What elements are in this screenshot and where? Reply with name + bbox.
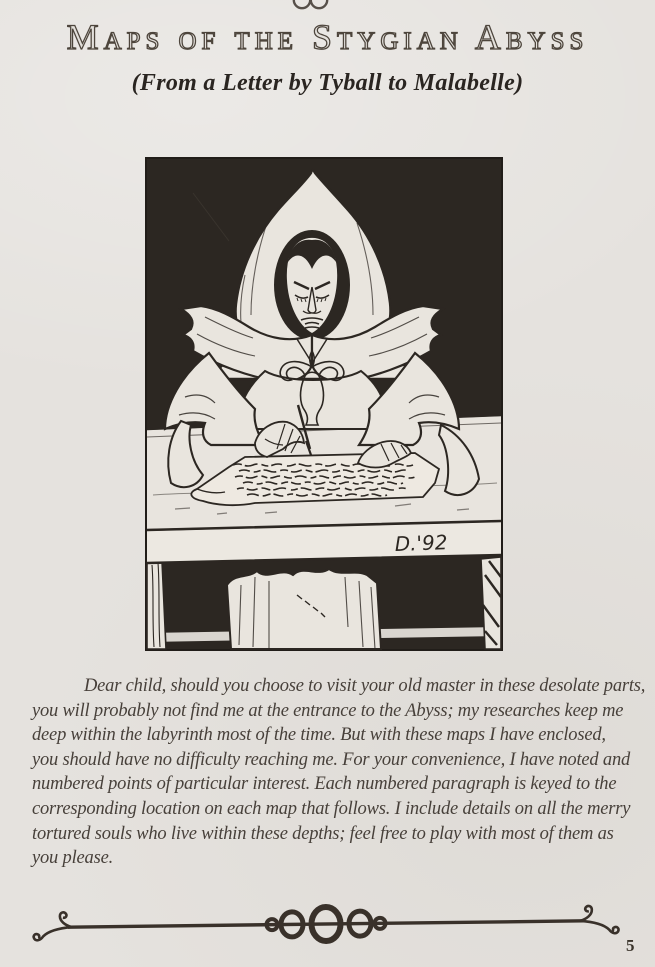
robe-torso bbox=[239, 371, 386, 429]
letter-line: you should have no difficulty reaching me. For your convenience, I have noted and bbox=[32, 749, 631, 770]
page-subtitle: (From a Letter by Tyball to Malabelle) bbox=[131, 70, 524, 96]
letter-line: you please. bbox=[32, 848, 114, 869]
letter-line: deep within the labyrinth most of the time. But with these maps I have enclosed, bbox=[32, 725, 606, 746]
page-title: Maps of the Stygian Abyss bbox=[66, 17, 589, 57]
letter-line: tortured souls who live within these depths; feel free to play with most of them as bbox=[32, 823, 614, 844]
letter-line: Dear child, should you choose to visit your old master in these desolate parts, bbox=[84, 676, 646, 696]
top-ornament-icon bbox=[288, 0, 334, 13]
letter-paragraph bbox=[32, 674, 646, 871]
footer-divider-icon bbox=[28, 894, 625, 953]
illustration-svg bbox=[145, 157, 503, 651]
page-number: 5 bbox=[626, 936, 635, 955]
letter-line: numbered points of particular interest. Each numbered paragraph is keyed to the bbox=[32, 774, 617, 795]
illustration-tyball-writing bbox=[145, 157, 503, 651]
artist-signature: D.'92 bbox=[394, 530, 448, 556]
letter-line: corresponding location on each map that follows. I include details on all the merry bbox=[32, 798, 631, 819]
hanging-robe-cloth bbox=[227, 569, 381, 649]
letter-line: you will probably not find me at the entrance to the Abyss; my researches keep me bbox=[32, 700, 624, 721]
